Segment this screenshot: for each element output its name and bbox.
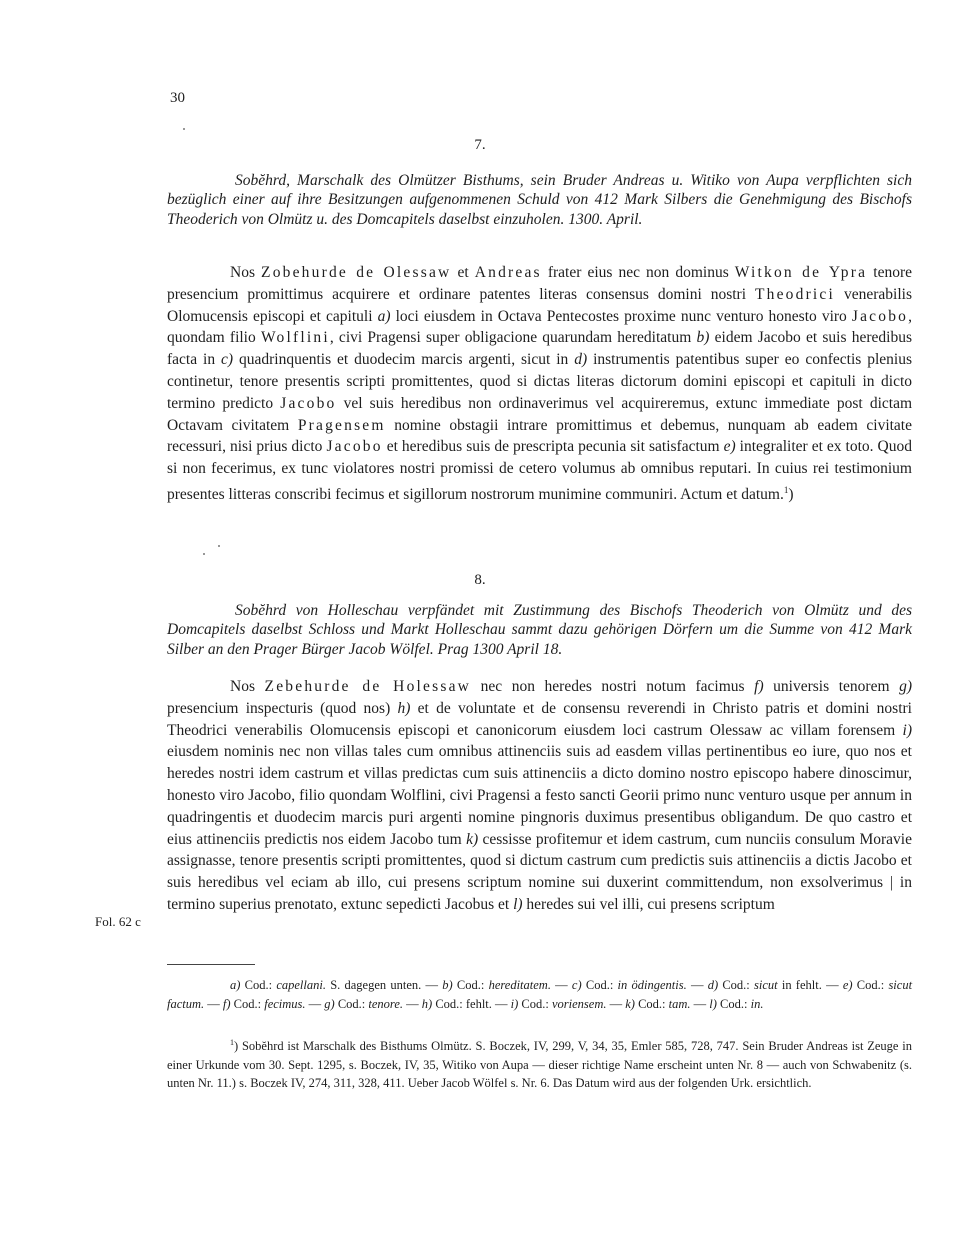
apparatus-remark: — xyxy=(550,978,572,992)
apparatus-source: Cod.: xyxy=(240,978,277,992)
variant-marker: e) xyxy=(723,438,736,456)
spaced-name: Zebehurde de Holessaw xyxy=(264,678,472,695)
apparatus-entry xyxy=(708,978,843,992)
text-run: Nos xyxy=(230,678,265,695)
apparatus-entry xyxy=(324,997,421,1011)
document-paragraph xyxy=(167,676,912,916)
variant-marker: a) xyxy=(377,307,391,325)
apparatus-paragraph xyxy=(167,976,912,1013)
apparatus-source: Cod.: xyxy=(718,978,755,992)
text-run: eiusdem nominis nec non villas tales cum omnibus attinenciis suis ad easdem villas pertinentibus eo iure, quo nos et heredes nostri idem castrum et villas predictas cum suis attinenciis a dicto domino nostro episcopo habere dinoscimur, honesto viro Jacobo, filio quondam Wolflini, civi Pragensi a festo sancti Georii primo nunc venturo usque per annum in quadringentis et duodecim marcis puri argenti nomine pingnoris duximus presentibus obligandum. De quo castro et eius attinenciis predictis nos eidem Jacobo tum xyxy=(167,743,912,848)
text-run: presencium inspecturis (quod nos) xyxy=(167,699,398,717)
text-run: Nos xyxy=(230,264,262,281)
apparatus-remark: — xyxy=(690,996,710,1011)
document-text xyxy=(167,262,912,506)
footnote-text: ) Sobĕhrd ist Marschalk des Bisthums Olmütz. S. Boczek, IV, 299, V, 34, 35, Emler 585, 728, 747. Sein Bruder Andreas ist Zeuge in einer Urkunde vom 30. Sept. 1295, s. Boczek, IV, 35, Witiko von Aupa — dieser richtige Name erscheint unten Nr. 8 — auch von Schwabenitz (s. unten Nr. 11.) s. Boczek IV, 274, 311, 328, 411. Ueber Jacob Wölfel s. Nr. 6. Das Datum wird aus der folgenden Urk. ersichtlich. xyxy=(167,1039,912,1091)
apparatus-remark: — xyxy=(686,978,708,992)
variant-marker: l) xyxy=(709,996,717,1011)
scan-speck xyxy=(203,553,205,555)
apparatus-source: Cod.: xyxy=(230,996,265,1011)
regest-summary xyxy=(167,171,912,229)
document-paragraph xyxy=(167,262,912,506)
regest-summary xyxy=(167,601,912,659)
spaced-name: Pragensem xyxy=(297,416,386,434)
apparatus-entry xyxy=(422,997,511,1011)
apparatus-source: Cod.: xyxy=(716,996,751,1011)
text-run: vel suis heredibus non ordinaverimus vel acquireremus, extunc immediate post dictam Octavam civitatem xyxy=(167,394,912,434)
apparatus-reading: fecimus. xyxy=(264,996,306,1011)
variant-marker: h) xyxy=(421,996,433,1011)
page-number: 30 xyxy=(170,90,185,106)
footnote-paragraph xyxy=(167,1034,912,1093)
apparatus-remark: — xyxy=(305,996,325,1011)
spaced-name: Witkon de Ypra xyxy=(734,264,868,281)
variant-marker: i) xyxy=(510,996,519,1011)
apparatus-reading: tam. xyxy=(668,996,691,1011)
text-run: integraliter et ex toto. Quod si non fecerimus, ex tunc violatores nostri promissi de cetero volumus ab omnibus reputari. In cuius rei testimonium presentes litteras conscribi fecimus et sigillorum nostrorum munimine communiri. Actum et datum. xyxy=(167,438,912,504)
variant-marker: g) xyxy=(899,678,912,695)
apparatus-remark: in fehlt. — xyxy=(777,978,843,992)
scan-speck xyxy=(183,128,185,130)
apparatus-source: Cod.: xyxy=(452,978,489,992)
spaced-name: Theodrici xyxy=(754,285,836,303)
variant-marker: c) xyxy=(221,351,234,369)
variant-marker: b) xyxy=(442,978,453,992)
apparatus-entry xyxy=(230,978,442,992)
spaced-name: Andreas xyxy=(474,264,542,281)
variant-marker: d) xyxy=(574,351,588,369)
apparatus-remark: — xyxy=(204,996,223,1011)
apparatus-source: Cod.: xyxy=(852,978,889,992)
apparatus-reading: sicut factum. xyxy=(167,978,913,1011)
variant-marker: c) xyxy=(571,978,582,992)
variant-marker: e) xyxy=(842,978,853,992)
text-run: nec non heredes nostri notum facimus xyxy=(471,678,755,695)
spaced-name: Zobehurde de Olessaw xyxy=(261,264,452,281)
margin-folio-note: Fol. 62 c xyxy=(95,914,141,929)
variant-marker: h) xyxy=(397,699,411,717)
text-run: instrumentis patentibus super eo confectis plenius continetur, tenore presentis scripti promittentes, quod si dictas literas dictorum domini episcopi et capituli in dicto termino predicto xyxy=(167,351,912,412)
apparatus-entry xyxy=(442,978,572,992)
regest-text: Sobĕhrd, Marschalk des Olmützer Bisthums, sein Bruder Andreas u. Witiko von Aupa verpflichten sich bezüglich einer auf ihre Besitzungen aufgenommenen Schuld von 412 Mark Silbers die Genehmigung des Bischofs Theoderich von Olmütz u. des Domcapitels daselbst einzuholen. 1300. April. xyxy=(167,172,912,228)
text-run: et de voluntate et de consensu reverendi in Christo patris et domini nostri Theodrici venerabilis Olomucensis episcopi et canonicorum eiusdem loci castrum Olessaw ac villam forensem xyxy=(167,699,912,739)
apparatus-source: Cod.: xyxy=(334,996,369,1011)
variant-marker: k) xyxy=(466,830,479,848)
variant-marker: a) xyxy=(230,978,241,992)
apparatus-entry xyxy=(511,997,626,1011)
apparatus-reading: in. xyxy=(750,996,764,1011)
text-run: universis tenorem xyxy=(763,678,900,695)
text-run: nomine obstagii intrare promittimus et debemus, nunquam ab eadem civitate recessuri, nisi prius dicto xyxy=(167,416,912,456)
text-run: tenore presencium promittimus acquirere et ordinare patentes literas consensus domini nostri xyxy=(167,264,912,303)
regest-text: Sobĕhrd von Holleschau verpfändet mit Zustimmung des Bischofs Theoderich von Olmütz und des Domcapitels daselbst Schloss und Markt Holleschau sammt dazu gehörigen Dörfern um die Summe von 412 Mark Silber an den Prager Bürger Jacob Wölfel. Prag 1300 April 18. xyxy=(167,602,912,658)
spaced-name: Wolflini xyxy=(260,329,330,347)
apparatus-remark: — xyxy=(403,996,422,1011)
footnote xyxy=(167,1034,912,1093)
critical-apparatus xyxy=(167,976,912,1013)
apparatus-source: Cod.: xyxy=(634,996,669,1011)
text-run: , quondam filio xyxy=(167,307,912,347)
footnote-divider xyxy=(167,964,255,965)
text-run: loci eiusdem in Octava Pentecostes proxime nunc venturo honesto viro xyxy=(390,307,852,325)
text-run: heredes sui vel illi, cui presens scriptum xyxy=(522,895,775,913)
variant-marker: k) xyxy=(625,996,635,1011)
spaced-name: Jacobo xyxy=(326,438,383,456)
apparatus-reading: voriensem. xyxy=(551,996,607,1011)
document-number: 7. xyxy=(474,137,486,153)
apparatus-entry xyxy=(572,978,708,992)
variant-marker: d) xyxy=(707,978,719,992)
variant-marker: i) xyxy=(902,721,912,739)
apparatus-reading: in ödingentis. xyxy=(617,978,687,992)
apparatus-reading: capellani. xyxy=(276,978,326,992)
document-number: 8. xyxy=(474,572,486,588)
text-run: et xyxy=(451,264,475,281)
variant-marker: f) xyxy=(754,678,764,695)
apparatus-source: Cod.: xyxy=(581,978,618,992)
text-run: cessisse profitemur et idem castrum, cum nunciis consulum Moravie assignasse, tenore presentis scripti promittentes, quod si dictum castrum cum predictis suis attinenciis a dictis Jacobo et suis heredibus vel eciam ab illo, cui presens scriptum nomine sui duxerint committendum, non exsolverimus | in termino superius prenotato, extunc sepedicti Jacobus et xyxy=(167,830,912,913)
variant-marker: b) xyxy=(696,329,710,347)
scan-speck xyxy=(218,545,220,547)
apparatus-entry xyxy=(709,997,763,1011)
spaced-name: Jacobo xyxy=(851,307,909,325)
apparatus-remark: — xyxy=(606,996,626,1011)
text-run: ) xyxy=(788,486,794,504)
apparatus-entry xyxy=(625,997,709,1011)
footnote-reference: 1 xyxy=(783,484,789,495)
variant-marker: l) xyxy=(513,895,523,913)
apparatus-entry xyxy=(223,997,324,1011)
text-run: eidem Jacobo et suis heredibus facta in xyxy=(167,329,912,369)
document-text xyxy=(167,676,912,916)
apparatus-reading: hereditatem. xyxy=(488,978,551,992)
variant-marker: f) xyxy=(222,996,231,1011)
text-run: et heredibus suis de prescripta pecunia sit satisfactum xyxy=(382,438,724,456)
footnote-mark: 1 xyxy=(230,1038,234,1047)
apparatus-reading: tenore. xyxy=(368,996,404,1011)
apparatus-source: Cod.: fehlt. — xyxy=(432,996,511,1011)
variant-marker: g) xyxy=(324,996,335,1011)
text-run: venerabilis Olomucensis episcopi et capituli xyxy=(167,285,912,325)
text-run: frater eius nec non dominus xyxy=(541,264,735,281)
apparatus-source: Cod.: xyxy=(518,996,552,1011)
apparatus-reading: sicut xyxy=(754,978,778,992)
text-run: , civi Pragensi super obligacione quarundam hereditatum xyxy=(329,329,697,347)
spaced-name: Jacobo xyxy=(280,394,337,412)
apparatus-remark: S. dagegen unten. — xyxy=(325,978,443,992)
text-run: quadrinquentis et duodecim marcis argenti, sicut in xyxy=(233,351,575,369)
